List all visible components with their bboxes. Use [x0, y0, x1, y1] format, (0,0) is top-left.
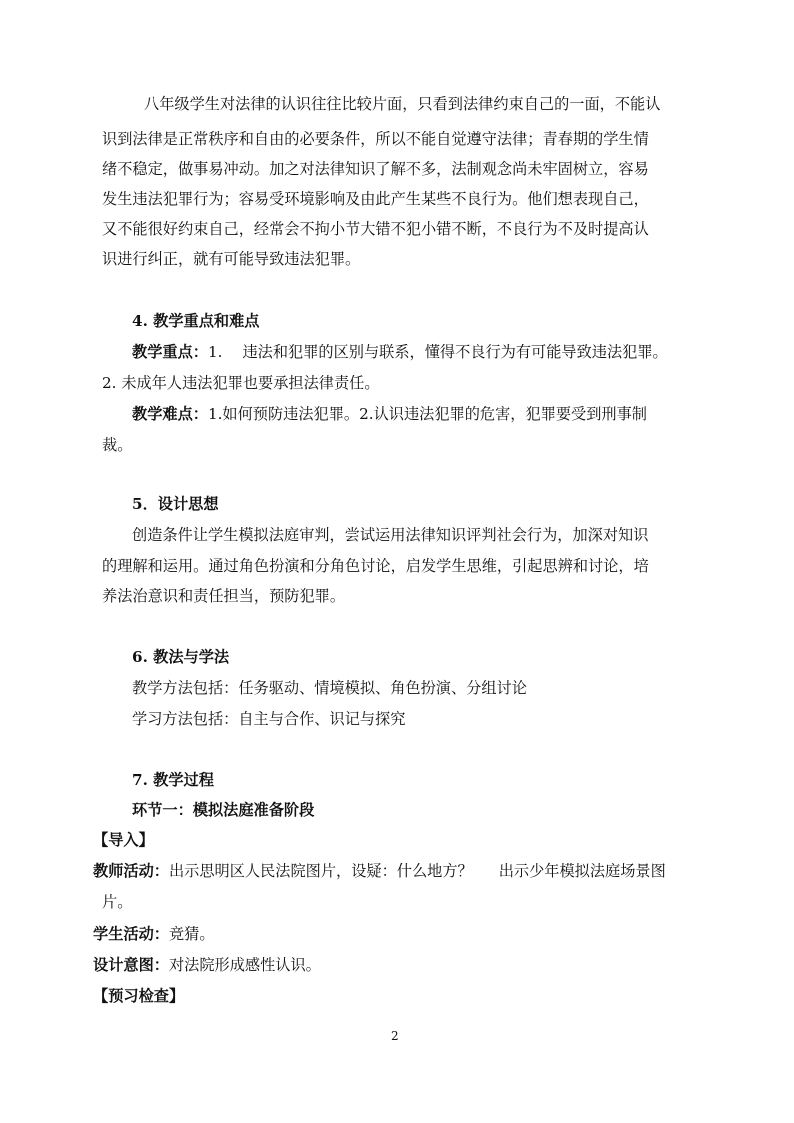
key-points-label: 教学重点：: [132, 343, 208, 361]
section5-heading: 5．设计思想: [132, 495, 219, 513]
difficulty-text-cont: 裁。: [102, 436, 133, 454]
page-number: 2: [391, 1029, 399, 1043]
difficulty-text: 1.如何预防违法犯罪。2.认识违法犯罪的危害，犯罪要受到刑事制: [207, 405, 647, 423]
intro-line-4: 发生违法犯罪行为；容易受环境影响及由此产生某些不良行为。他们想表现自己，: [102, 190, 649, 208]
student-activity-text: 竞猜。: [168, 925, 215, 943]
section4-heading: 4. 教学重点和难点: [132, 312, 260, 330]
teacher-activity-text-b: 出示少年模拟法庭场景图: [498, 862, 666, 880]
student-activity-line: [93, 927, 215, 942]
teacher-activity-cont: 片。: [102, 893, 133, 911]
intro-line-2: 识到法律是正常秩序和自由的必要条件，所以不能自觉遵守法律；青春期的学生情: [102, 130, 649, 148]
intro-tag: 【导入】: [93, 831, 154, 849]
key-item-1-number: 1.: [207, 343, 223, 361]
section6-heading: 6. 教法与学法: [132, 648, 230, 666]
section7-heading: 7. 教学过程: [132, 771, 214, 789]
teaching-methods: 教学方法包括：任务驱动、情境模拟、角色扮演、分组讨论: [132, 679, 527, 697]
intro-line-5: 又不能很好约束自己，经常会不拘小节大错不犯小错不断，不良行为不及时提高认: [102, 220, 649, 238]
learning-methods: 学习方法包括：自主与合作、识记与探究: [132, 710, 406, 728]
design-intent-line: [93, 958, 321, 973]
key-points-line: [132, 345, 668, 360]
intro-line-3: 绪不稳定，做事易冲动。加之对法律知识了解不多，法制观念尚未牢固树立，容易: [102, 160, 649, 178]
design-line-2: 的理解和运用。通过角色扮演和分角色讨论，启发学生思维，引起思辨和讨论，培: [102, 557, 649, 575]
key-item-1-text: 违法和犯罪的区别与联系，懂得不良行为有可能导致违法犯罪。: [242, 343, 668, 361]
difficulty-label: 教学难点：: [132, 405, 208, 423]
design-line-1: 创造条件让学生模拟法庭审判，尝试运用法律知识评判社会行为，加深对知识: [132, 526, 649, 544]
teacher-activity-label: 教师活动：: [93, 862, 169, 880]
intro-line-6: 识进行纠正，就有可能导致违法犯罪。: [102, 250, 361, 268]
difficulty-line: [132, 407, 647, 422]
teacher-activity-line: [93, 864, 666, 879]
design-line-3: 养法治意识和责任担当，预防犯罪。: [102, 587, 345, 605]
stage-1-title: 环节一：模拟法庭准备阶段: [132, 801, 315, 819]
preview-check-tag: 【预习检查】: [93, 987, 185, 1005]
student-activity-label: 学生活动：: [93, 925, 169, 943]
design-intent-text: 对法院形成感性认识。: [168, 956, 321, 974]
design-intent-label: 设计意图：: [93, 956, 169, 974]
key-item-2: 2. 未成年人违法犯罪也要承担法律责任。: [102, 374, 380, 392]
teacher-activity-text-a: 出示思明区人民法院图片，设疑：什么地方？: [168, 862, 473, 880]
intro-line-1: 八年级学生对法律的认识往往比较片面，只看到法律约束自己的一面，不能认: [144, 95, 661, 113]
